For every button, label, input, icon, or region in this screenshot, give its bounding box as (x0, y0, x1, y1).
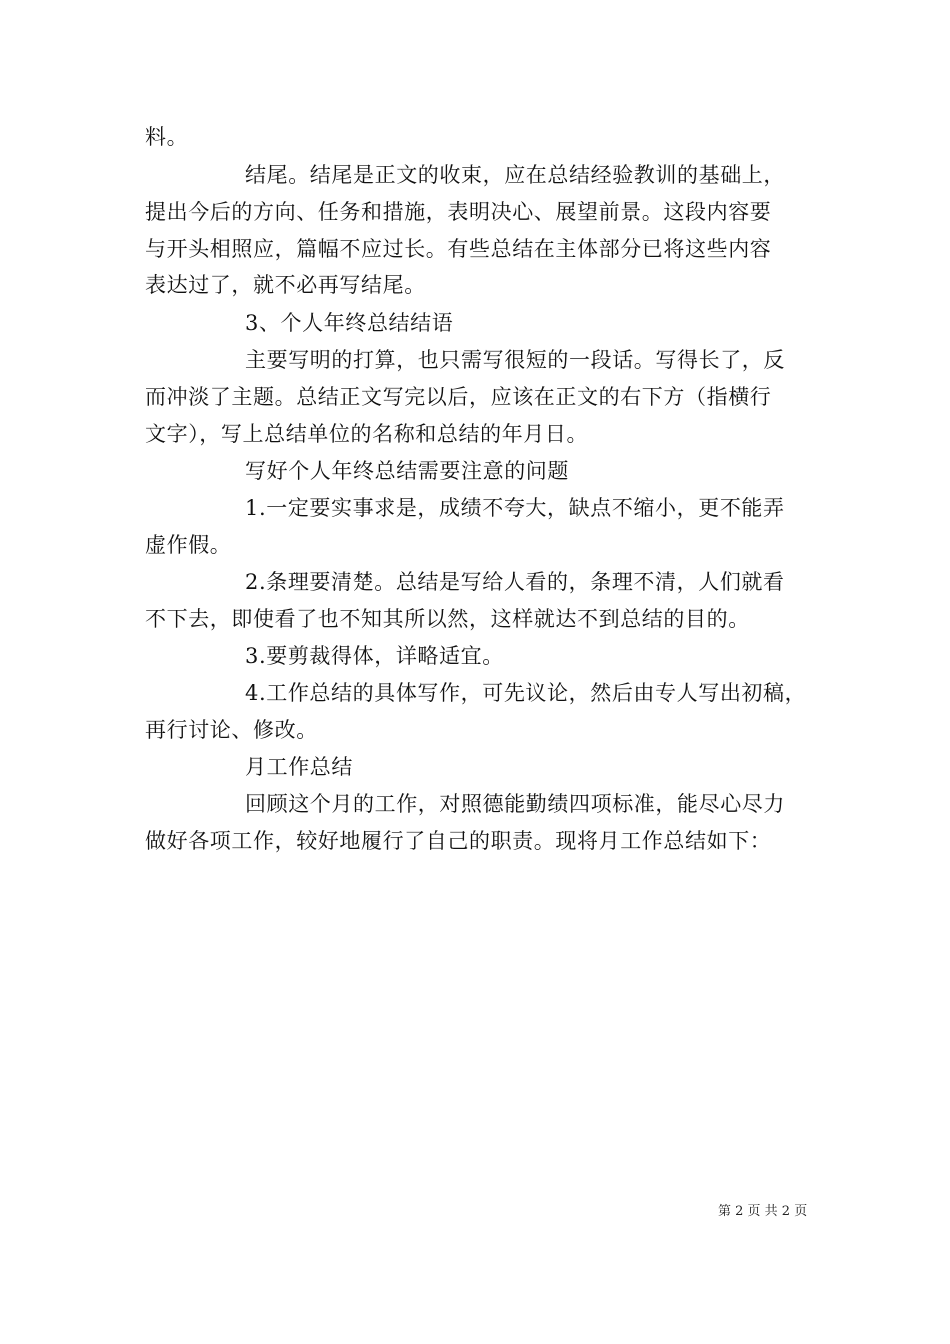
text-line: 料。 (145, 125, 189, 149)
text-line: 提出今后的方向、任务和措施，表明决心、展望前景。这段内容要 (145, 200, 772, 224)
text-line: 与开头相照应，篇幅不应过长。有些总结在主体部分已将这些内容 (145, 237, 772, 261)
text-line: 不下去，即使看了也不知其所以然，这样就达不到总结的目的。 (145, 607, 750, 631)
text-line: 文字），写上总结单位的名称和总结的年月日。 (145, 422, 589, 446)
text-line: 2.条理要清楚。总结是写给人看的，条理不清，人们就看 (245, 570, 785, 594)
text-line: 4.工作总结的具体写作，可先议论，然后由专人写出初稿， (245, 681, 807, 705)
text-line: 而冲淡了主题。总结正文写完以后，应该在正文的右下方（指横行 (145, 385, 772, 409)
section-heading: 写好个人年终总结需要注意的问题 (245, 459, 569, 483)
text-line: 虚作假。 (145, 533, 232, 557)
text-line: 再行讨论、修改。 (145, 718, 318, 742)
text-line: 3.要剪裁得体，详略适宜。 (245, 644, 504, 668)
section-heading: 月工作总结 (245, 755, 353, 779)
text-line: 做好各项工作，较好地履行了自己的职责。现将月工作总结如下： (145, 829, 772, 853)
section-heading: 3、个人年终总结结语 (245, 311, 454, 335)
text-line: 主要写明的打算，也只需写很短的一段话。写得长了，反 (245, 348, 785, 372)
text-line: 表达过了，就不必再写结尾。 (145, 273, 426, 297)
text-line: 结尾。结尾是正文的收束，应在总结经验教训的基础上， (245, 163, 785, 187)
text-line: 1.一定要实事求是，成绩不夸大，缺点不缩小，更不能弄 (245, 496, 785, 520)
text-line: 回顾这个月的工作，对照德能勤绩四项标准，能尽心尽力 (245, 792, 785, 816)
page-number-footer: 第 2 页 共 2 页 (718, 1204, 808, 1219)
